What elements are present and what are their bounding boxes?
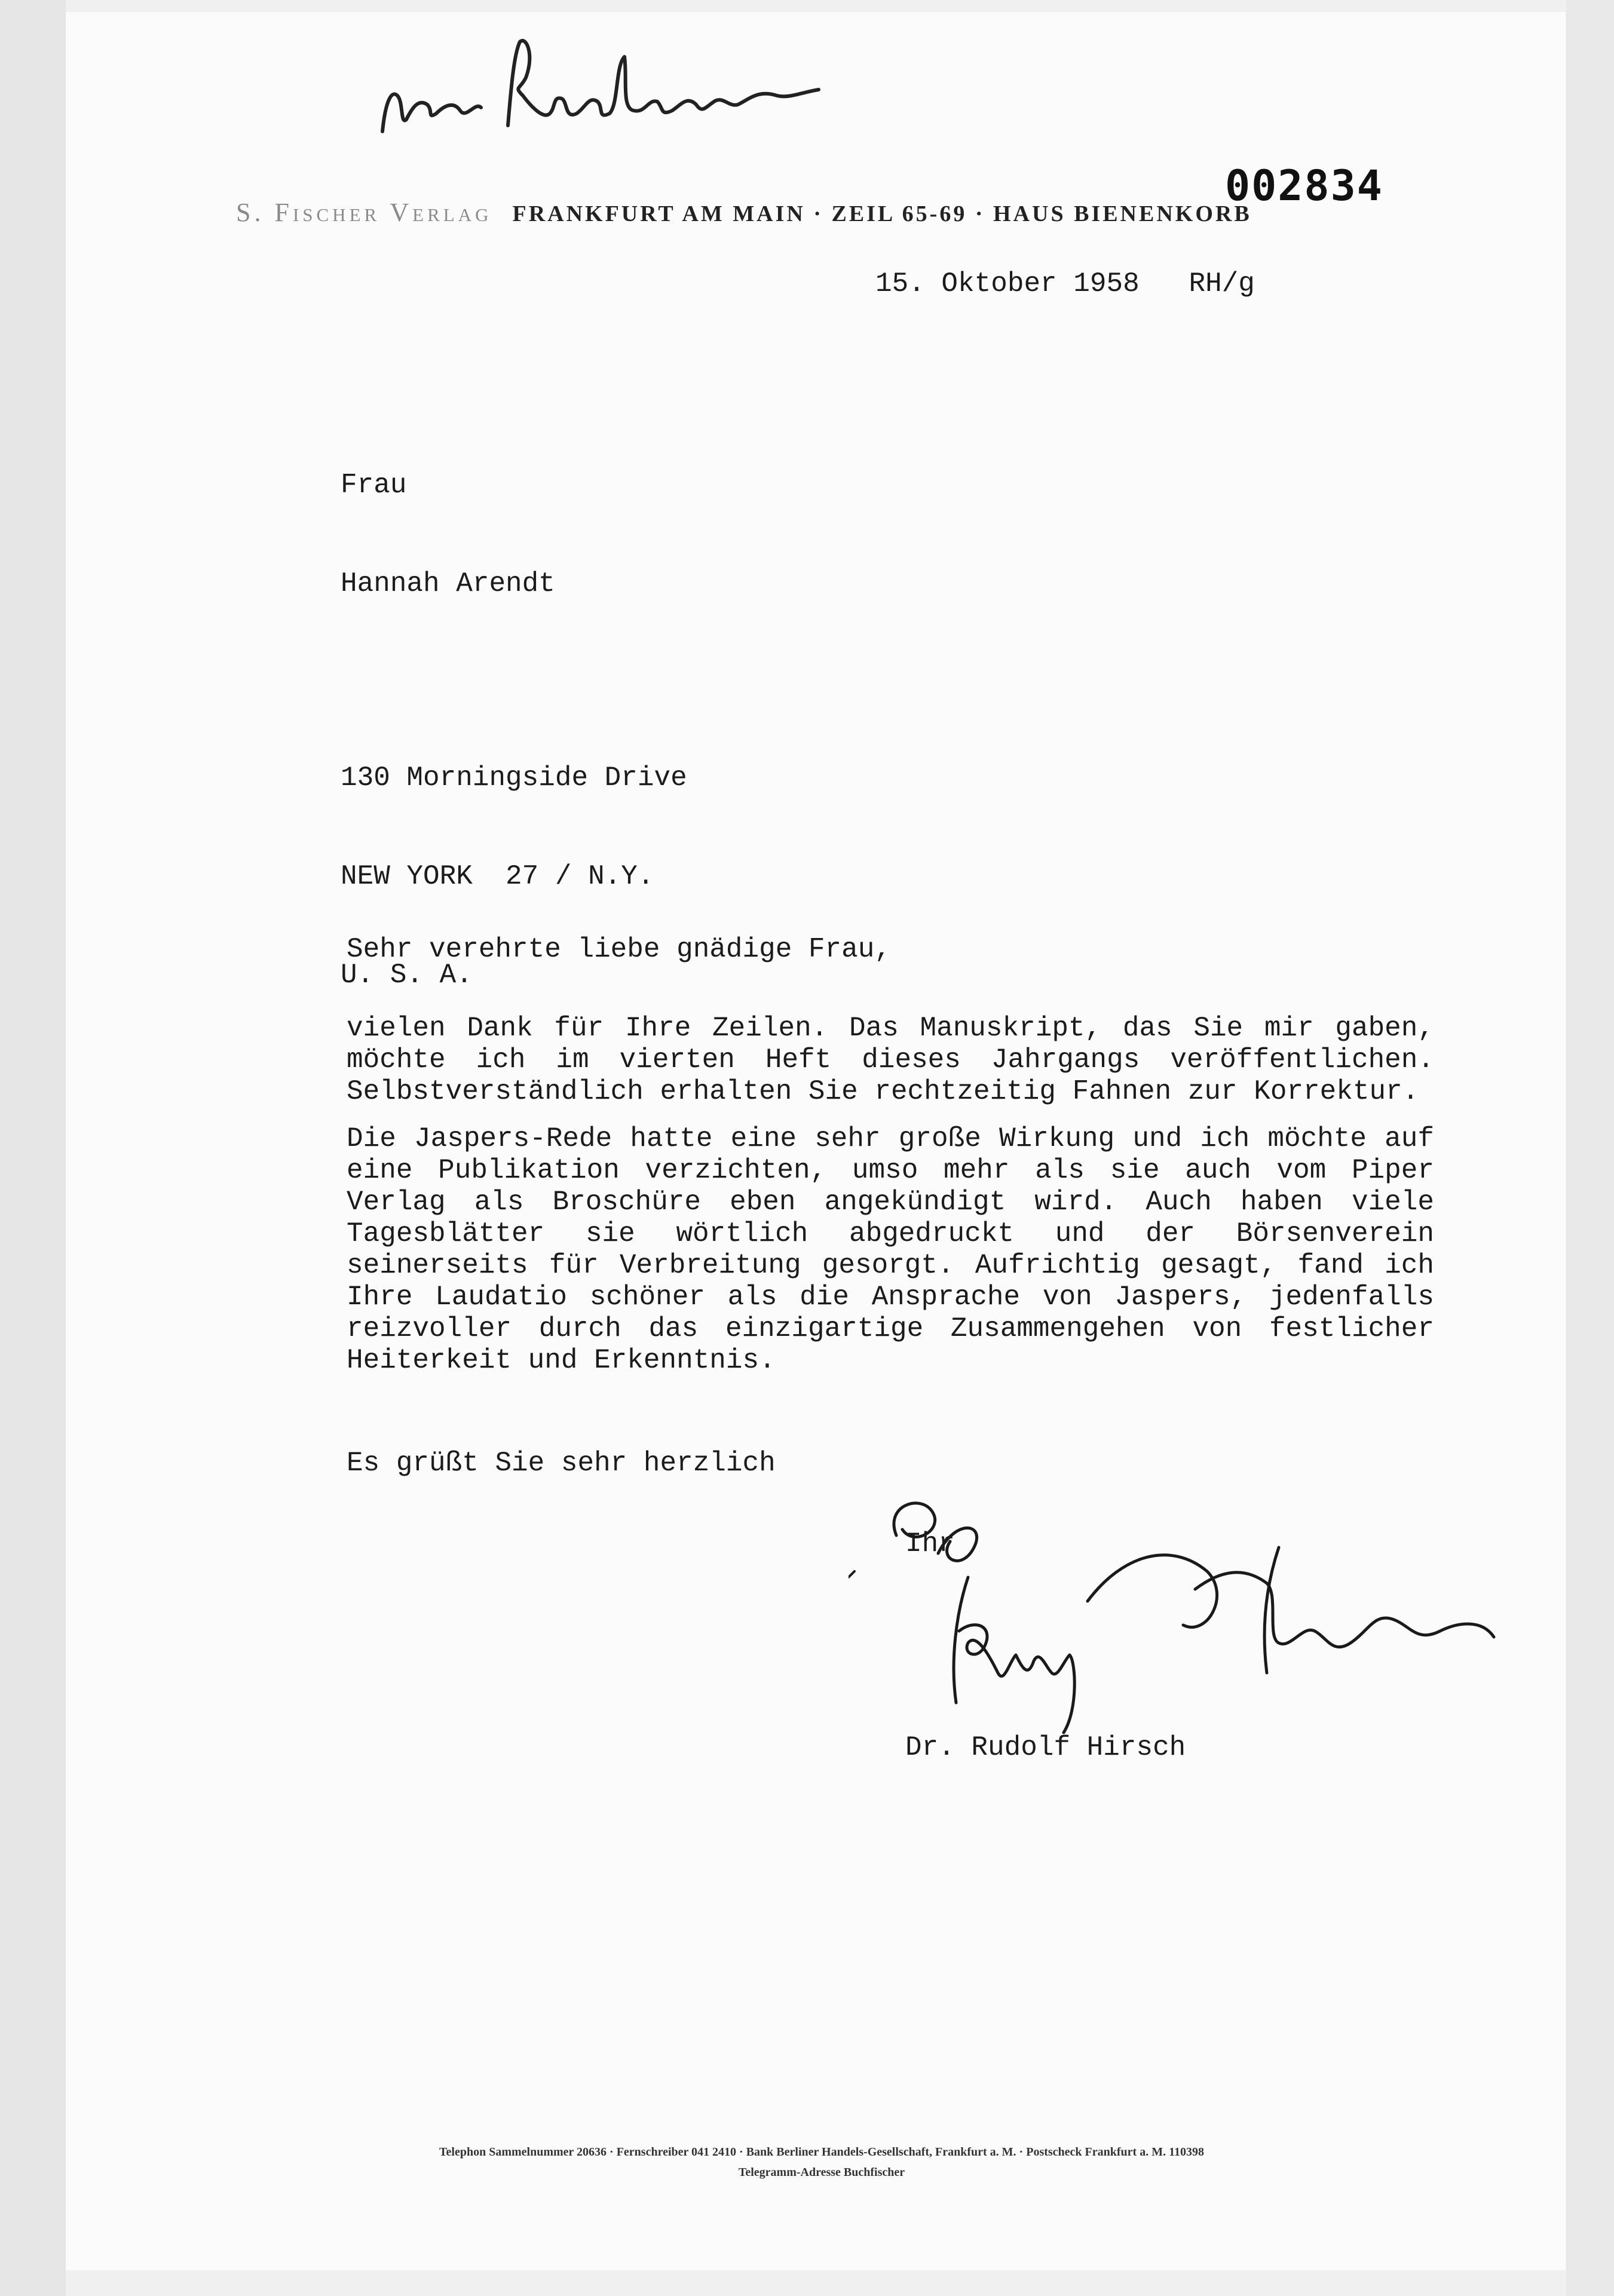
signature-drawing [849,1482,1536,1757]
scan-border-right [1566,0,1614,2296]
signer-name: Dr. Rudolf Hirsch [905,1732,1186,1763]
publisher-name: S. Fischer Verlag [236,198,492,227]
recipient-address [341,403,687,1025]
salutation: Sehr verehrte liebe gnädige Frau, [347,934,891,965]
body-paragraph: Die Jaspers-Rede hatte eine sehr große Wirkung und ich möchte auf eine Publikation verzichten, umso mehr als sie auch vom Piper Verlag als Broschüre eben angekündigt wird. Auch haben viele Tagesblätter sie wörtlich abgedruckt und der Börsenverein seinerseits für Verbreitung gesorgt. Aufrichtig gesagt, fand ich Ihre Laudatio schöner als die Ansprache von Jaspers, jedenfalls reizvoller durch das einzigartige Zusammengehen von festlicher Heiterkeit und Erkenntnis. [347,1123,1434,1376]
handwritten-note [370,30,849,149]
publisher-address: FRANKFURT AM MAIN · ZEIL 65-69 · HAUS BIENENKORB [512,201,1252,226]
body-paragraph: vielen Dank für Ihre Zeilen. Das Manuskript, das Sie mir gaben, möchte ich im vierten Heft dieses Jahrgangs veröffentlichen. Selbstverständlich erhalten Sie rechtzeitig Fahnen zur Korrektur. [347,1013,1434,1107]
scan-border-left [0,0,66,2296]
handwritten-signature [849,1482,1536,1757]
footer-contact-line: Telephon Sammelnummer 20636 · Fernschreiber 041 2410 · Bank Berliner Handels-Gesellschaft, Frankfurt a. M. · Postscheck Frankfurt a. M. 110398 [439,2145,1204,2159]
closing-ihr: Ihr [905,1528,955,1559]
closing-line: Es grüßt Sie sehr herzlich [347,1448,776,1479]
date-line: 15. Oktober 1958 RH/g [875,268,1255,299]
recipient-line: NEW YORK 27 / N.Y. [341,861,654,892]
letterhead-footer [239,2142,1404,2182]
document-number-stamp: 002834 [1225,161,1383,210]
letterhead [236,197,1252,228]
footer-telegram-line: Telegramm-Adresse Buchfischer [738,2166,905,2179]
letter-body [347,1013,1434,1392]
recipient-line: Frau [341,470,407,501]
recipient-line: 130 Morningside Drive [341,762,687,793]
recipient-line: U. S. A. [341,960,473,991]
handwritten-note-drawing [370,30,849,149]
spacer [341,666,687,696]
recipient-line: Hannah Arendt [341,568,555,599]
